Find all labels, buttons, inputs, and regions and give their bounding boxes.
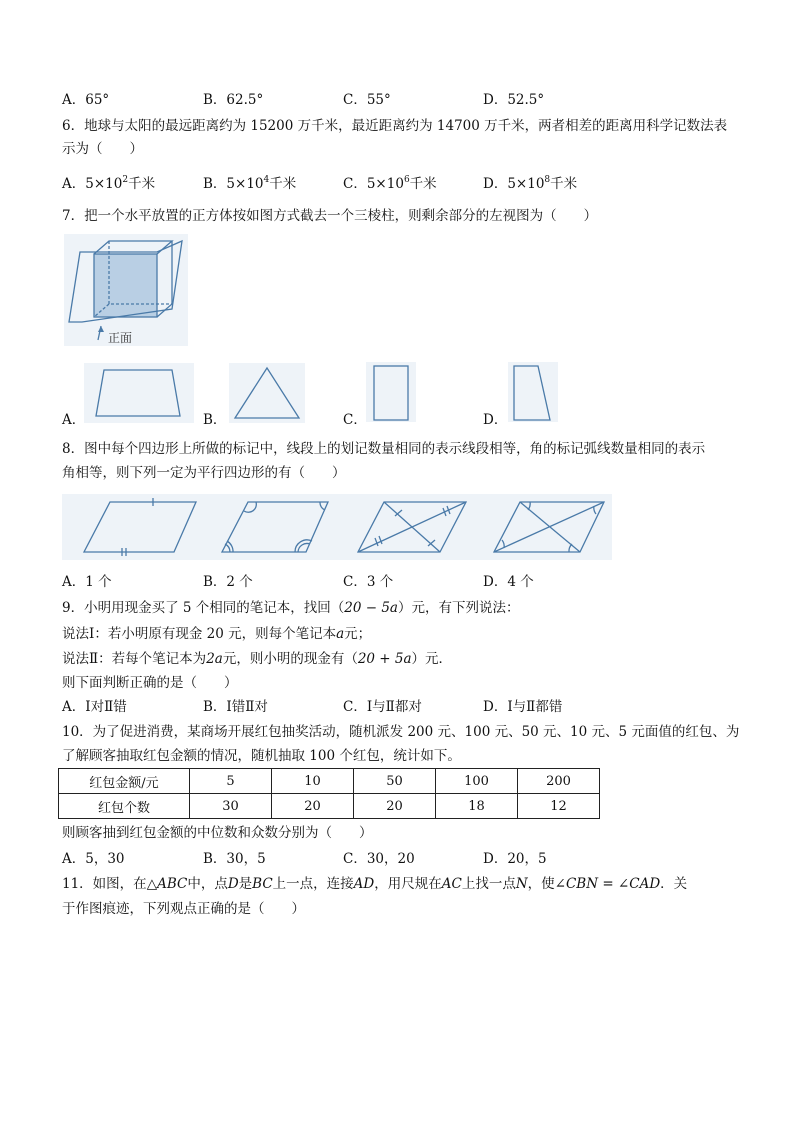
- q7-cube-front-face: [94, 254, 157, 317]
- table-cell: 20: [272, 794, 354, 819]
- q9-statement-2: 说法Ⅱ：若每个笔记本为2a元，则小明的现金有（20 + 5a）元．: [62, 651, 453, 667]
- q8-option-d: D．4 个: [483, 574, 534, 590]
- table-header-cell: 红包金额/元: [59, 769, 190, 794]
- q5-option-a: A．65°: [62, 92, 110, 108]
- q8-option-b: B．2 个: [203, 574, 253, 590]
- table-cell: 12: [518, 794, 600, 819]
- table-row: [59, 794, 600, 819]
- q7-option-b-figure: [229, 363, 305, 423]
- q6-option-b: B．$5\times 10^4$千米: [203, 175, 297, 192]
- q10-question-line2: 了解顾客抽取红包金额的情况，随机抽取 100 个红包，统计如下。: [62, 748, 461, 764]
- table-cell: 50: [354, 769, 436, 794]
- q10-question-line1: 10．为了促进消费，某商场开展红包抽奖活动，随机派发 200 元、100 元、50 元、10 元、5 元面值的红包、为: [62, 724, 740, 740]
- q10-option-b: B．30，5: [203, 851, 266, 867]
- q10-option-a: A．5，30: [62, 851, 125, 867]
- q7-option-a-figure: [84, 363, 194, 423]
- q9-question-line1: 9．小明用现金买了 5 个相同的笔记本，找回（20 − 5a）元，有下列说法：: [62, 600, 520, 616]
- table-row: [59, 769, 600, 794]
- q5-option-b: B．62.5°: [203, 92, 264, 108]
- q9-option-b: B．Ⅰ错Ⅱ对: [203, 699, 268, 715]
- q9-option-a: A．Ⅰ对Ⅱ错: [62, 699, 127, 715]
- table-cell: 5: [190, 769, 272, 794]
- q7-option-a-label: A．: [62, 412, 86, 428]
- q6-question-line2: 示为（ ）: [62, 141, 143, 157]
- q8-quadrilateral-figures: [62, 494, 612, 560]
- q7-option-d-figure: [508, 362, 558, 422]
- q11-question-line2: 于作图痕迹，下列观点正确的是（ ）: [62, 901, 305, 917]
- q7-option-c-label: C．: [343, 412, 367, 428]
- red-envelope-table: [58, 768, 600, 819]
- q7-figure-caption: 正面: [108, 331, 133, 345]
- table-cell: 20: [354, 794, 436, 819]
- q10-option-d: D．20，5: [483, 851, 547, 867]
- q10-option-c: C．30，20: [343, 851, 415, 867]
- q5-option-c: C．55°: [343, 92, 391, 108]
- q9-statement-1: 说法Ⅰ：若小明原有现金 20 元，则每个笔记本a元；: [62, 626, 372, 642]
- table-cell: 10: [272, 769, 354, 794]
- q8-option-a: A．1 个: [62, 574, 112, 590]
- q9-option-c: C．Ⅰ与Ⅱ都对: [343, 699, 422, 715]
- q6-option-d: D．$5\times 10^8$千米: [483, 175, 578, 192]
- q11-question-line1: 11．如图，在△ABC中，点D是BC上一点，连接AD，用尺规在AC上找一点N，使∠CBN = ∠CAD．关: [62, 876, 688, 892]
- q7-option-d-label: D．: [483, 412, 508, 428]
- q7-question-line1: 7．把一个水平放置的正方体按如图方式截去一个三棱柱，则剩余部分的左视图为（ ）: [62, 208, 598, 224]
- q6-question-line1: 6．地球与太阳的最远距离约为 15200 万千米，最近距离约为 14700 万千米，两者相差的距离用科学记数法表: [62, 118, 728, 134]
- q7-option-b-label: B．: [203, 412, 227, 428]
- table-cell: 18: [436, 794, 518, 819]
- q5-option-d: D．52.5°: [483, 92, 545, 108]
- q6-option-a: A．$5\times 10^2$千米: [62, 175, 156, 192]
- q6-option-c: C．$5\times 10^6$千米: [343, 175, 437, 192]
- q7-option-d-background: [508, 362, 558, 422]
- q8-question-line2: 角相等，则下列一定为平行四边形的有（ ）: [62, 465, 346, 481]
- q9-question-line4: 则下面判断正确的是（ ）: [62, 675, 238, 691]
- q8-question-line1: 8．图中每个四边形上所做的标记中，线段上的划记数量相同的表示线段相等，角的标记弧线数量相同的表示: [62, 441, 706, 457]
- q9-option-d: D．Ⅰ与Ⅱ都错: [483, 699, 563, 715]
- table-cell: 200: [518, 769, 600, 794]
- q8-figures-background: [62, 494, 612, 560]
- table-cell: 30: [190, 794, 272, 819]
- q7-option-b-background: [229, 363, 305, 423]
- table-cell: 100: [436, 769, 518, 794]
- q10-question-line3: 则顾客抽到红包金额的中位数和众数分别为（ ）: [62, 825, 373, 841]
- q7-option-c-figure: [366, 362, 416, 422]
- table-header-cell: 红包个数: [59, 794, 190, 819]
- q8-option-c: C．3 个: [343, 574, 394, 590]
